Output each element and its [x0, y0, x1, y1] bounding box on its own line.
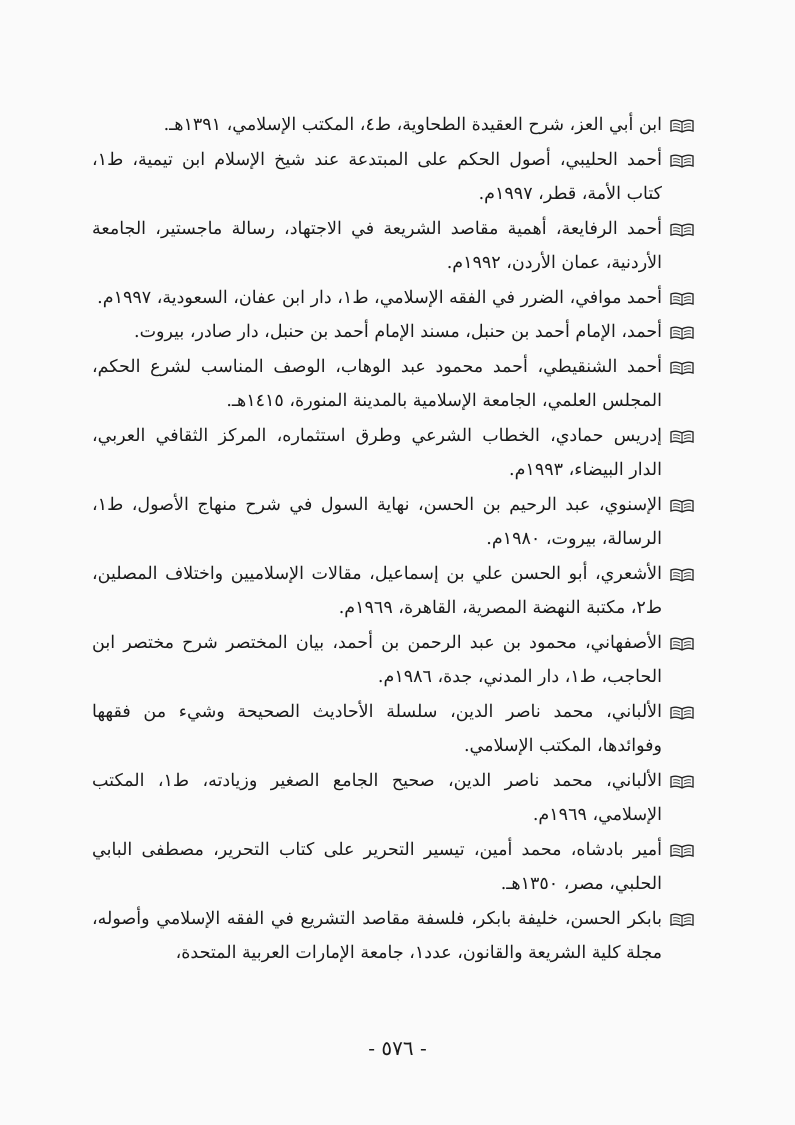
- reference-entry: [92, 350, 694, 419]
- reference-text: أمير بادشاه، محمد أمين، تيسير التحرير على كتاب التحرير، مصطفى البابي الحلبي، مصر، ١٣٥٠هـ.: [92, 839, 662, 894]
- reference-entry: [92, 695, 694, 764]
- open-book-icon: [670, 568, 694, 582]
- reference-text: الألباني، محمد ناصر الدين، صحيح الجامع الصغير وزيادته، ط١، المكتب الإسلامي، ١٩٦٩م.: [92, 770, 663, 825]
- open-book-icon: [670, 361, 694, 375]
- reference-entry: [92, 626, 694, 695]
- reference-text: الألباني، محمد ناصر الدين، سلسلة الأحاديث الصحيحة وشيء من فقهها وفوائدها، المكتب الإسلامي.: [92, 701, 662, 756]
- open-book-icon: [670, 223, 694, 237]
- reference-text: الأصفهاني، محمود بن عبد الرحمن بن أحمد، بيان المختصر شرح مختصر ابن الحاجب، ط١، دار المدني، جدة، ١٩٨٦م.: [92, 632, 662, 687]
- reference-text: الأشعري، أبو الحسن علي بن إسماعيل، مقالات الإسلاميين واختلاف المصلين، ط٢، مكتبة النهضة المصرية، القاهرة، ١٩٦٩م.: [92, 563, 662, 618]
- open-book-icon: [670, 637, 694, 651]
- reference-text: بابكر الحسن، خليفة بابكر، فلسفة مقاصد التشريع في الفقه الإسلامي وأصوله، مجلة كلية الشريعة والقانون، عدد١، جامعة الإمارات العربية المتحدة،: [92, 908, 662, 963]
- reference-text: أحمد الحليبي، أصول الحكم على المبتدعة عند شيخ الإسلام ابن تيمية، ط١، كتاب الأمة، قطر، ١٩٩٧م.: [92, 149, 662, 204]
- open-book-icon: [670, 119, 694, 133]
- reference-text: أحمد موافي، الضرر في الفقه الإسلامي، ط١، دار ابن عفان، السعودية، ١٩٩٧م.: [97, 287, 662, 308]
- open-book-icon: [670, 913, 694, 927]
- reference-entry: [92, 419, 694, 488]
- page-number: - ٥٧٦ -: [368, 1036, 427, 1060]
- reference-entry: [92, 143, 694, 212]
- reference-entry: [92, 108, 694, 143]
- reference-entry: [92, 315, 694, 350]
- open-book-icon: [670, 326, 694, 340]
- reference-text: أحمد، الإمام أحمد بن حنبل، مسند الإمام أحمد بن حنبل، دار صادر، بيروت.: [134, 322, 662, 342]
- reference-text: أحمد الرفايعة، أهمية مقاصد الشريعة في الاجتهاد، رسالة ماجستير، الجامعة الأردنية، عمان الأردن، ١٩٩٢م.: [92, 218, 662, 273]
- reference-entry: [92, 281, 694, 316]
- reference-entry: [92, 212, 694, 281]
- reference-entry: [92, 833, 694, 902]
- reference-entry: [92, 488, 694, 557]
- reference-text: أحمد الشنقيطي، أحمد محمود عبد الوهاب، الوصف المناسب لشرع الحكم، المجلس العلمي، الجامعة الإسلامية بالمدينة المنورة، ١٤١٥هـ.: [92, 356, 662, 411]
- open-book-icon: [670, 499, 694, 513]
- reference-entry: [92, 557, 694, 626]
- open-book-icon: [670, 430, 694, 444]
- reference-text: ابن أبي العز، شرح العقيدة الطحاوية، ط٤، المكتب الإسلامي، ١٣٩١هـ.: [163, 115, 662, 135]
- open-book-icon: [670, 292, 694, 306]
- reference-entry: [92, 902, 694, 971]
- bibliography-list: [92, 108, 694, 971]
- reference-text: إدريس حمادي، الخطاب الشرعي وطرق استثماره، المركز الثقافي العربي، الدار البيضاء، ١٩٩٣م.: [92, 425, 662, 480]
- open-book-icon: [670, 844, 694, 858]
- open-book-icon: [670, 154, 694, 168]
- open-book-icon: [670, 706, 694, 720]
- open-book-icon: [670, 775, 694, 789]
- reference-entry: [92, 764, 694, 833]
- reference-text: الإسنوي، عبد الرحيم بن الحسن، نهاية السول في شرح منهاج الأصول، ط١، الرسالة، بيروت، ١٩٨٠م.: [92, 494, 662, 549]
